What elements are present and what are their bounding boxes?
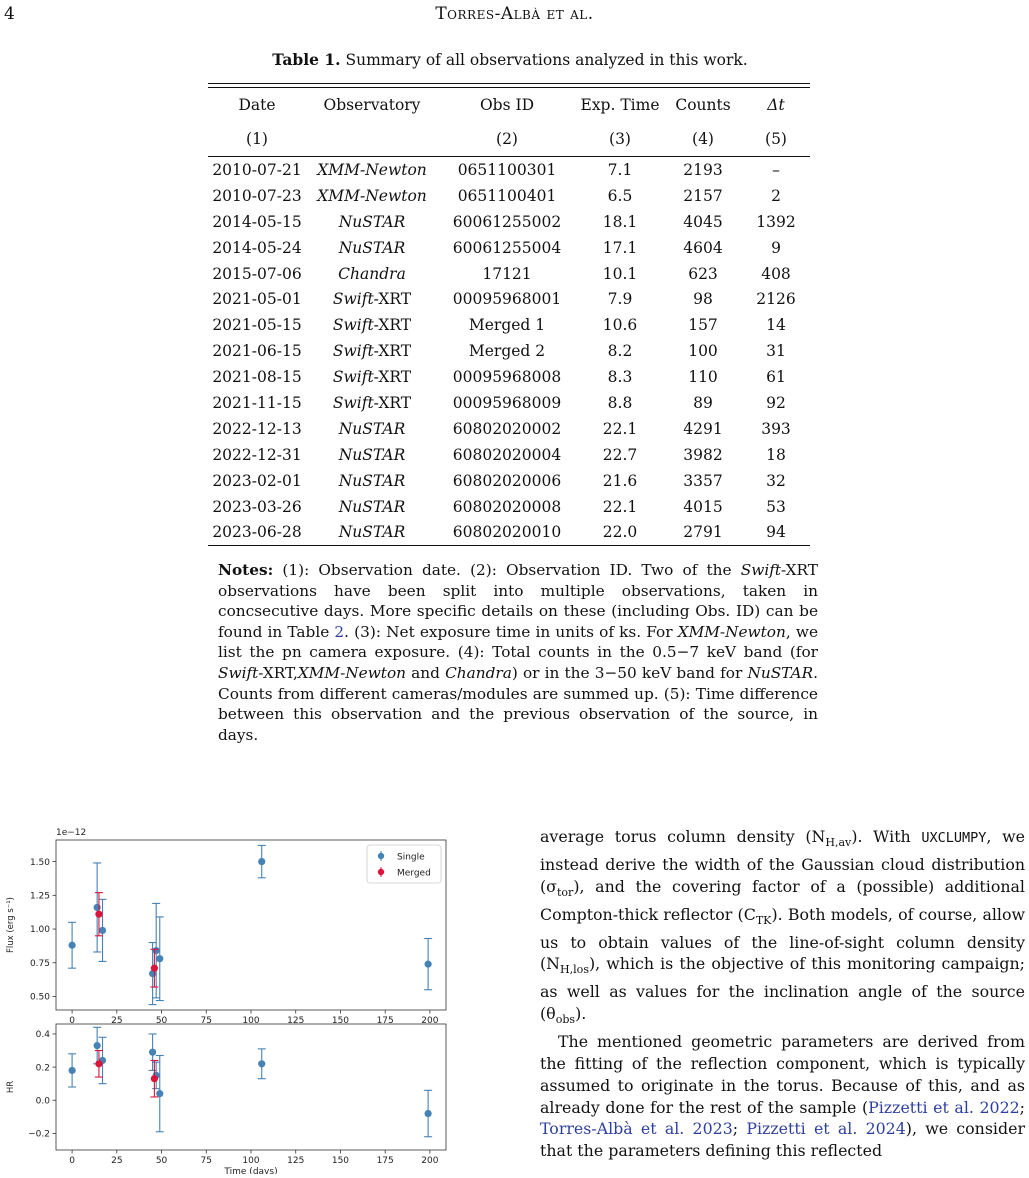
notes-text: , we list the pn camera exposure. (4): Total counts in the 0.5−7 keV band (for <box>218 622 818 662</box>
notes-text: -XRT observations have been split into multiple observations, taken in concsecutive days. More specific details on these (including Obs. ID) can be found in Table <box>218 561 818 641</box>
x-tick-label: 200 <box>421 1156 439 1166</box>
cell-date: 2023-03-26 <box>212 497 302 516</box>
x-tick-label: 25 <box>111 1156 123 1166</box>
notes-text: . (3): Net exposure time in units of ks. For <box>344 622 678 641</box>
legend-marker <box>378 853 384 859</box>
data-point-single <box>149 1049 156 1056</box>
cell-dt: 92 <box>766 393 786 412</box>
cell-observatory <box>306 235 438 261</box>
x-tick-label: 125 <box>287 1156 305 1166</box>
colnum-blank <box>306 122 438 157</box>
x-tick-label: 25 <box>111 1016 123 1026</box>
cell-counts: 623 <box>688 264 718 283</box>
cell-observatory <box>306 209 438 235</box>
cell-counts: 98 <box>693 290 713 309</box>
table-row <box>208 261 810 287</box>
cell-date: 2023-06-28 <box>208 519 306 545</box>
cell-observatory <box>306 468 438 494</box>
cell-obsid: 00095968009 <box>452 393 562 412</box>
legend-label: Merged <box>397 868 431 879</box>
y-axis-label: HR <box>6 1080 16 1094</box>
observatory-name: Swift <box>332 393 374 412</box>
cell-exptime: 17.1 <box>602 238 638 257</box>
data-point-single <box>156 1090 163 1097</box>
running-title: Torres-Albà et al. <box>435 4 594 24</box>
cell-date: 2021-11-15 <box>212 393 302 412</box>
cell-observatory <box>306 494 438 520</box>
cell-date: 2014-05-24 <box>212 238 302 257</box>
cell-observatory <box>306 364 438 390</box>
cell-obsid: 0651100401 <box>457 186 557 205</box>
data-point-single <box>425 961 432 968</box>
cell-counts: 3357 <box>683 471 723 490</box>
table-row <box>208 494 810 520</box>
observatory-name: NuSTAR <box>338 419 406 438</box>
cell-counts: 157 <box>688 316 718 335</box>
data-point-single <box>69 942 76 949</box>
table-caption <box>200 50 820 69</box>
body-subscript: obs <box>555 1013 576 1027</box>
cell-obsid: 17121 <box>482 264 532 283</box>
cell-exptime: 18.1 <box>602 212 638 231</box>
uxclumpy-code: UXCLUMPY <box>921 830 987 846</box>
table-row <box>208 364 810 390</box>
observatory-name: XMM-Newton <box>317 160 427 179</box>
observatory-name: Swift <box>332 342 374 361</box>
plot-frame <box>56 1024 446 1150</box>
x-tick-label: 150 <box>331 1016 350 1026</box>
cell-exptime: 8.3 <box>607 368 633 387</box>
x-tick-label: 0 <box>69 1016 75 1026</box>
data-point-single <box>94 1042 101 1049</box>
observatory-name: Swift <box>332 368 374 387</box>
body-subscript: H,los <box>560 963 589 977</box>
observatory-name: NuSTAR <box>338 471 406 490</box>
notes-chandra: Chandra <box>445 663 512 682</box>
body-text-run: ). <box>575 1004 587 1024</box>
observatory-suffix: -XRT <box>373 342 412 361</box>
y-offset-label: 1e−12 <box>56 828 87 838</box>
notes-text: . Counts from different cameras/modules are summed up. (5): Time difference between this observation and the previous observation of the source, in days. <box>218 663 818 744</box>
cell-obsid: Merged 2 <box>468 342 546 361</box>
cell-date: 2022-12-13 <box>212 419 302 438</box>
lightcurve-svg <box>0 815 470 1174</box>
table-notes <box>218 560 818 745</box>
cell-dt: 32 <box>766 471 786 490</box>
hr-panel <box>6 1024 446 1174</box>
notes-text: ) or in the 3−50 keV band for <box>511 663 748 682</box>
cell-obsid: 60802020002 <box>452 419 562 438</box>
cell-obsid: 00095968008 <box>452 368 562 387</box>
y-tick-label: 0.50 <box>29 992 50 1003</box>
cell-dt: 53 <box>766 497 786 516</box>
table-row <box>208 286 810 312</box>
observatory-name: Swift <box>332 316 374 335</box>
cell-date: 2015-07-06 <box>212 264 302 283</box>
table-2-link[interactable]: 2 <box>334 622 345 641</box>
y-tick-label: 1.00 <box>29 925 50 936</box>
body-text-run: ; <box>732 1119 747 1139</box>
cell-dt: 2126 <box>756 290 796 309</box>
colnum-5: (5) <box>742 122 810 157</box>
cell-exptime: 22.7 <box>602 445 638 464</box>
body-text <box>540 826 1025 1162</box>
observatory-suffix: -XRT <box>373 290 412 309</box>
col-header-counts: Counts <box>675 96 731 114</box>
body-subscript: tor <box>556 885 574 899</box>
cell-obsid: 00095968001 <box>452 290 562 309</box>
x-tick-label: 125 <box>287 1016 305 1026</box>
page-number: 4 <box>4 4 15 24</box>
notes-text: -XRT, <box>258 663 298 682</box>
cell-exptime: 8.8 <box>607 393 633 412</box>
observations-table <box>208 83 810 546</box>
cell-counts: 2791 <box>664 519 742 545</box>
cell-dt: 408 <box>761 264 791 283</box>
citation-link[interactable]: Torres-Albà et al. 2023 <box>540 1119 733 1139</box>
data-point-single <box>156 955 163 962</box>
cell-date: 2010-07-23 <box>212 186 302 205</box>
colnum-2: (2) <box>438 122 576 157</box>
cell-date: 2010-07-21 <box>212 160 302 179</box>
cell-exptime: 6.5 <box>607 186 633 205</box>
x-tick-label: 175 <box>376 1156 394 1166</box>
lightcurve-figure <box>0 815 470 1174</box>
y-tick-label: 0.4 <box>35 1030 50 1041</box>
cell-counts: 100 <box>688 342 718 361</box>
cell-observatory <box>306 286 438 312</box>
y-tick-label: 1.50 <box>29 857 50 868</box>
data-point-single <box>69 1067 76 1074</box>
observatory-name: Swift <box>332 290 374 309</box>
cell-counts: 4291 <box>683 419 723 438</box>
colnum-1: (1) <box>208 122 306 157</box>
cell-exptime: 21.6 <box>602 471 638 490</box>
observatory-suffix: -XRT <box>373 368 412 387</box>
cell-counts: 2193 <box>683 160 723 179</box>
cell-dt: 18 <box>766 445 786 464</box>
table-caption-label: Table 1. <box>272 50 341 69</box>
cell-date: 2023-02-01 <box>212 471 302 490</box>
cell-observatory <box>306 261 438 287</box>
cell-date: 2021-06-15 <box>212 342 302 361</box>
cell-observatory <box>306 183 438 209</box>
col-header-date: Date <box>238 96 276 114</box>
flux-panel <box>6 828 446 1026</box>
cell-exptime: 22.1 <box>602 497 638 516</box>
legend-label: Single <box>397 852 425 863</box>
body-text-run: ; <box>1019 1097 1025 1117</box>
x-tick-label: 150 <box>331 1156 350 1166</box>
x-tick-label: 75 <box>200 1016 213 1026</box>
observatory-name: Chandra <box>338 264 406 283</box>
colnum-4: (4) <box>664 122 742 157</box>
citation-link[interactable]: Pizzetti et al. 2022 <box>868 1097 1020 1117</box>
cell-obsid: 60802020008 <box>452 497 562 516</box>
data-point-single <box>153 947 160 954</box>
y-tick-label: −0.2 <box>28 1129 50 1140</box>
colnum-3: (3) <box>576 122 664 157</box>
x-tick-label: 200 <box>421 1016 439 1026</box>
cell-obsid: 60802020006 <box>452 471 562 490</box>
col-header-obsid: Obs ID <box>479 96 535 114</box>
cell-exptime: 10.6 <box>602 316 638 335</box>
col-header-dt <box>742 88 810 122</box>
cell-dt: 14 <box>766 316 786 335</box>
table-row <box>208 183 810 209</box>
cell-observatory <box>306 157 438 183</box>
cell-exptime: 10.1 <box>602 264 638 283</box>
observatory-suffix: -XRT <box>373 393 412 412</box>
cell-dt: 9 <box>771 238 781 257</box>
cell-counts: 110 <box>688 368 718 387</box>
cell-dt: 31 <box>766 342 786 361</box>
cell-observatory <box>306 416 438 442</box>
body-text-run: average torus column density (N <box>540 827 826 846</box>
cell-observatory <box>306 442 438 468</box>
data-point-merged <box>95 911 102 918</box>
cell-date: 2014-05-15 <box>212 212 302 231</box>
body-text-run: ). Both models, of course, allow us to obtain values of the line-of-sight column density (N <box>540 904 1025 974</box>
body-text-run: ), which is the objective of this monitoring campaign; as well as values for the inclination angle of the source (θ <box>540 954 1025 1024</box>
table-row <box>208 442 810 468</box>
cell-counts: 4015 <box>683 497 723 516</box>
cell-obsid: 0651100301 <box>457 160 557 179</box>
table-row <box>208 390 810 416</box>
cell-counts: 3982 <box>683 445 723 464</box>
table-row <box>208 157 810 183</box>
cell-observatory <box>306 338 438 364</box>
cell-exptime: 7.1 <box>607 160 633 179</box>
x-tick-label: 50 <box>155 1016 168 1026</box>
cell-exptime: 7.9 <box>607 290 633 309</box>
x-tick-label: 100 <box>242 1016 260 1026</box>
col-header-observatory: Observatory <box>323 96 421 114</box>
data-point-single <box>94 904 101 911</box>
cell-dt: 2 <box>771 186 781 205</box>
body-paragraph-2 <box>540 1031 1025 1162</box>
observatory-name: NuSTAR <box>338 445 406 464</box>
notes-xmm: XMM-Newton <box>677 622 786 641</box>
table-row <box>208 416 810 442</box>
y-tick-label: 1.25 <box>29 891 50 902</box>
cell-exptime: 22.0 <box>576 519 664 545</box>
body-text-run: ), and the covering factor of a (possible) additional Compton-thick reflector (C <box>540 876 1025 924</box>
table-row <box>208 519 810 545</box>
col-header-exptime: Exp. Time <box>580 96 660 114</box>
cell-date: 2022-12-31 <box>212 445 302 464</box>
cell-dt: 393 <box>761 419 791 438</box>
legend-marker <box>378 869 384 875</box>
data-point-single <box>425 1110 432 1117</box>
observatory-name: NuSTAR <box>338 523 406 542</box>
citation-link[interactable]: Pizzetti et al. 2024 <box>746 1119 906 1139</box>
cell-observatory <box>306 312 438 338</box>
notes-text: and <box>406 663 446 682</box>
x-tick-label: 50 <box>155 1156 168 1166</box>
y-tick-label: 0.75 <box>29 958 50 969</box>
data-point-merged <box>151 965 158 972</box>
notes-swift: Swift <box>740 561 782 579</box>
y-tick-label: 0.2 <box>35 1063 50 1074</box>
cell-observatory <box>306 519 438 545</box>
cell-date: 2021-05-01 <box>212 290 302 309</box>
cell-obsid: Merged 1 <box>468 316 546 335</box>
body-subscript: H,av <box>825 836 852 850</box>
x-tick-label: 0 <box>69 1156 75 1166</box>
cell-date: 2021-08-15 <box>212 368 302 387</box>
notes-label: Notes: <box>218 561 274 579</box>
cell-date: 2021-05-15 <box>212 316 302 335</box>
cell-dt: 1392 <box>756 212 796 231</box>
y-tick-label: 0.0 <box>35 1096 50 1107</box>
x-tick-label: 75 <box>200 1156 213 1166</box>
table-row <box>208 338 810 364</box>
notes-nustar: NuSTAR <box>747 663 814 682</box>
cell-obsid: 60802020004 <box>452 445 562 464</box>
cell-dt: 94 <box>742 519 810 545</box>
x-axis-label: Time (days) <box>224 1167 278 1174</box>
table-row <box>208 235 810 261</box>
notes-xmm: XMM-Newton <box>297 663 406 682</box>
body-text-run: ), we consider that the parameters defining this reflected <box>540 1119 1025 1161</box>
table-header-row <box>208 88 810 122</box>
observatory-name: NuSTAR <box>338 212 406 231</box>
cell-dt: 61 <box>766 368 786 387</box>
cell-obsid: 60802020010 <box>438 519 576 545</box>
cell-observatory <box>306 390 438 416</box>
observatory-name: NuSTAR <box>338 497 406 516</box>
table-row <box>208 209 810 235</box>
table-colnum-row <box>208 122 810 157</box>
cell-exptime: 8.2 <box>607 342 633 361</box>
notes-swift: Swift <box>218 663 259 682</box>
body-paragraph-1 <box>540 826 1025 1031</box>
x-tick-label: 175 <box>376 1016 394 1026</box>
data-point-merged <box>151 1075 158 1082</box>
cell-obsid: 60061255004 <box>452 238 562 257</box>
cell-counts: 4604 <box>683 238 723 257</box>
col-header-dt-text: Δt <box>767 96 785 114</box>
data-point-merged <box>95 1060 102 1067</box>
cell-counts: 2157 <box>683 186 723 205</box>
table-row <box>208 312 810 338</box>
body-text-run: The mentioned geometric parameters are derived from the fitting of the reflection component, which is typically assumed to originate in the torus. Because of this, and as already done for the rest of the sample ( <box>540 1032 1025 1117</box>
body-subscript: TK <box>755 913 772 927</box>
observatory-suffix: -XRT <box>373 316 412 335</box>
data-point-single <box>258 858 265 865</box>
observatory-name: XMM-Newton <box>317 186 427 205</box>
table-caption-text: Summary of all observations analyzed in this work. <box>345 51 748 69</box>
notes-text: (1): Observation date. (2): Observation ID. Two of the <box>273 561 741 579</box>
cell-counts: 89 <box>693 393 713 412</box>
table-row <box>208 468 810 494</box>
x-tick-label: 100 <box>242 1156 260 1166</box>
observatory-name: NuSTAR <box>338 238 406 257</box>
y-axis-label: Flux (erg s⁻¹) <box>6 897 16 953</box>
cell-dt: – <box>772 160 780 179</box>
data-point-single <box>99 927 106 934</box>
body-text-run: ). With <box>851 827 922 846</box>
data-point-single <box>258 1060 265 1067</box>
cell-exptime: 22.1 <box>602 419 638 438</box>
body-text-run: , we instead derive the width of the Gaussian cloud distribution (σ <box>540 827 1025 896</box>
cell-counts: 4045 <box>683 212 723 231</box>
cell-obsid: 60061255002 <box>452 212 562 231</box>
